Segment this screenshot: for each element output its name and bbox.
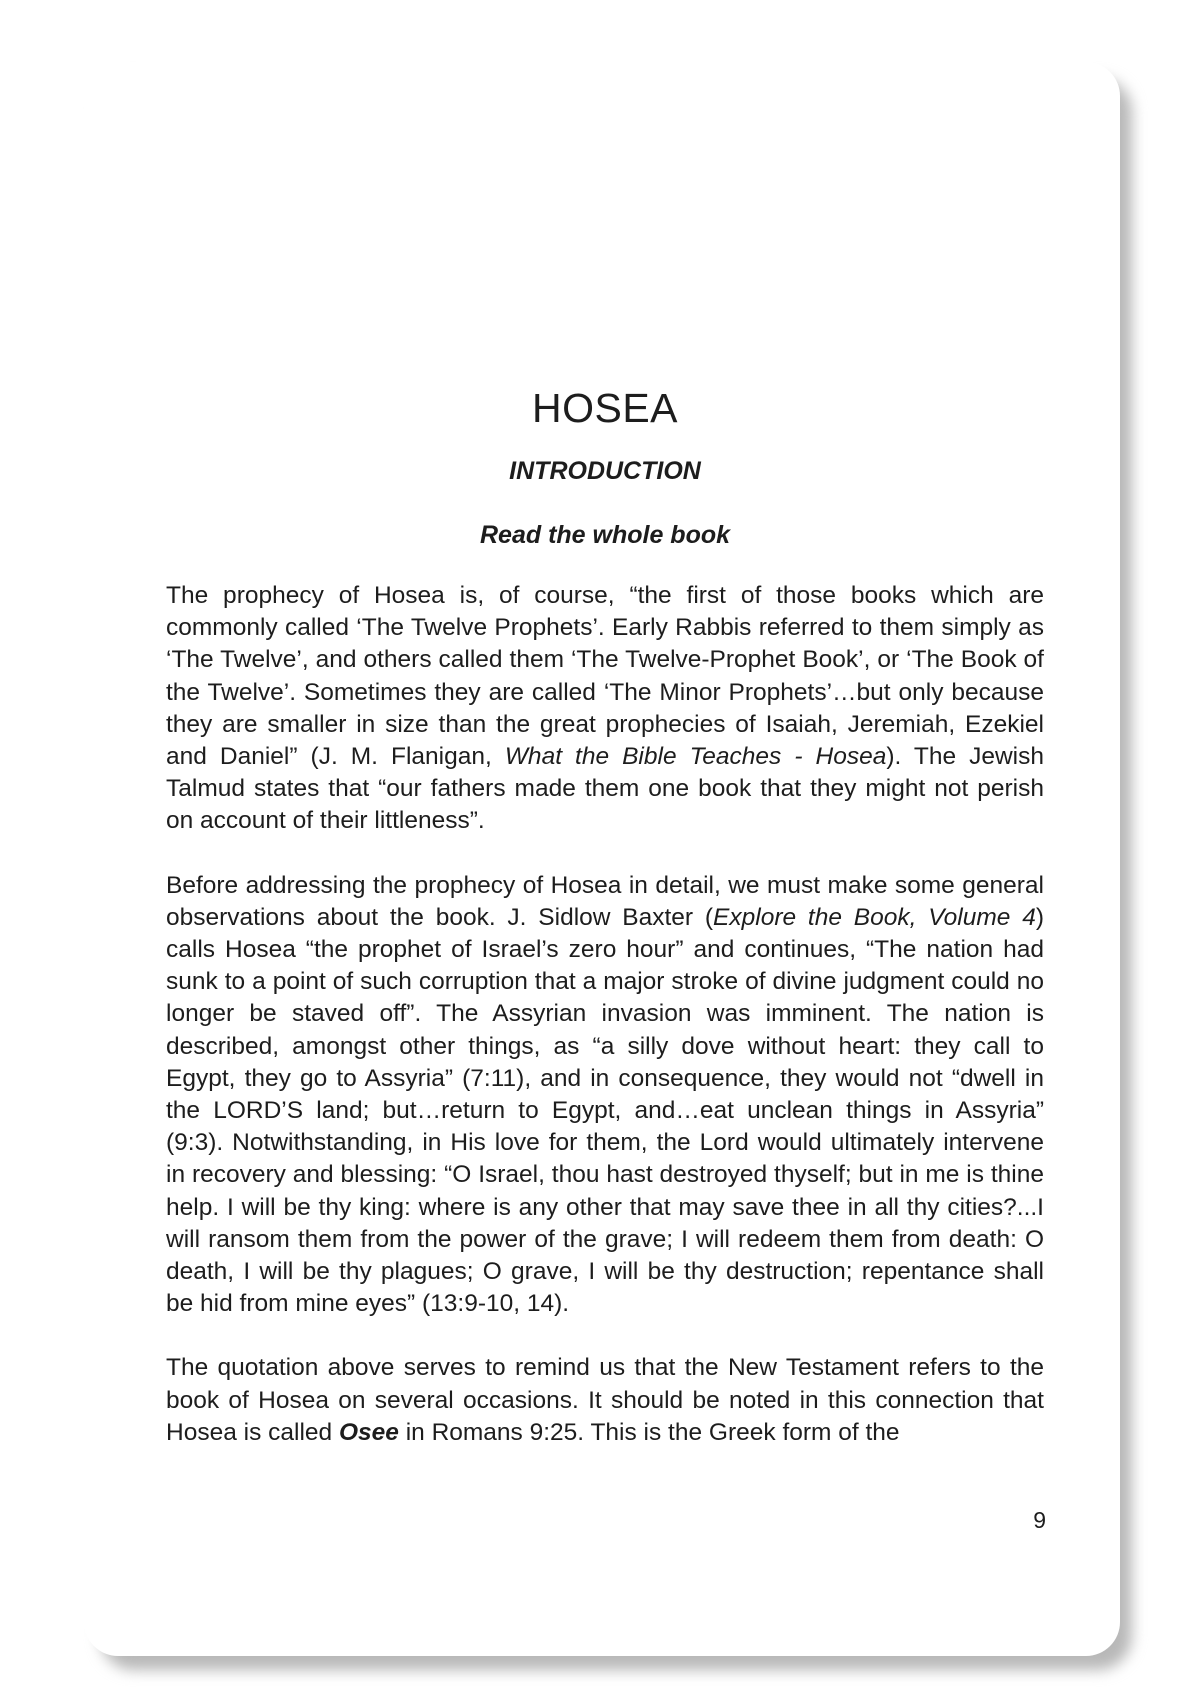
paragraph-2: [166, 870, 1044, 1321]
book-title: HOSEA: [531, 385, 679, 431]
paragraph-text: Before addressing the prophecy of Hosea in detail, we must make some general observations about the book. J. Sidlow Baxter (: [166, 871, 1044, 931]
paragraph-3: [166, 1352, 1044, 1449]
paragraph-text: ) calls Hosea “the prophet of Israel’s zero hour” and continues, “The nation had sunk to a point of such corruption that a major stroke of divine judgment could no longer be staved off”. The Assyrian invasion was imminent. The nation is described, amongst other things, as “a silly dove without heart: they call to Egypt, they go to Assyria” (7:11), and in consequence, they would not “dwell in the LORD’S land; but…return to Egypt, and…eat unclean things in Assyria” (9:3). Notwithstanding, in His love for them, the Lord would ultimately intervene in recovery and blessing: “O Israel, thou hast destroyed thyself; but in me is thine help. I will be thy king: where is any other that may save thee in all thy cities?...I will ransom them from the power of the grave; I will redeem them from death: O death, I will be thy plagues; O grave, I will be thy destruction; repentance shall be hid from mine eyes” (13:9-10, 14).: [166, 903, 1045, 1318]
section-heading: INTRODUCTION: [509, 457, 701, 485]
paragraph-text: The quotation above serves to remind us that the New Testament refers to the book of Hosea on several occasions. It should be noted in this connection that Hosea is called: [166, 1354, 1044, 1446]
paragraph-1: [166, 580, 1044, 838]
paragraph-text: ). The Jewish Talmud states that “our fathers made them one book that they might not perish on account of their littleness”.: [166, 743, 1044, 835]
page-content: [166, 384, 1044, 1449]
page-number: 9: [1033, 1507, 1046, 1533]
paragraph-text: The prophecy of Hosea is, of course, “the first of those books which are commonly called ‘The Twelve Prophets’. Early Rabbis referred to them simply as ‘The Twelve’, and others called them ‘The Twelve-Prophet Book’, or ‘The Book of the Twelve’. Sometimes they are called ‘The Minor Prophets’…but only because they are smaller in size than the great prophecies of Isaiah, Jeremiah, Ezekiel and Daniel” (J. M. Flanigan,: [166, 582, 1044, 771]
book-citation-italic: Explore the Book, Volume 4: [713, 903, 1036, 931]
book-citation-italic: What the Bible Teaches - Hosea: [504, 743, 887, 771]
emphasis-bold-italic: Osee: [338, 1418, 399, 1446]
paragraph-text: in Romans 9:25. This is the Greek form of the: [398, 1418, 900, 1446]
reading-instruction: Read the whole book: [479, 521, 731, 549]
book-page: [84, 62, 1120, 1656]
